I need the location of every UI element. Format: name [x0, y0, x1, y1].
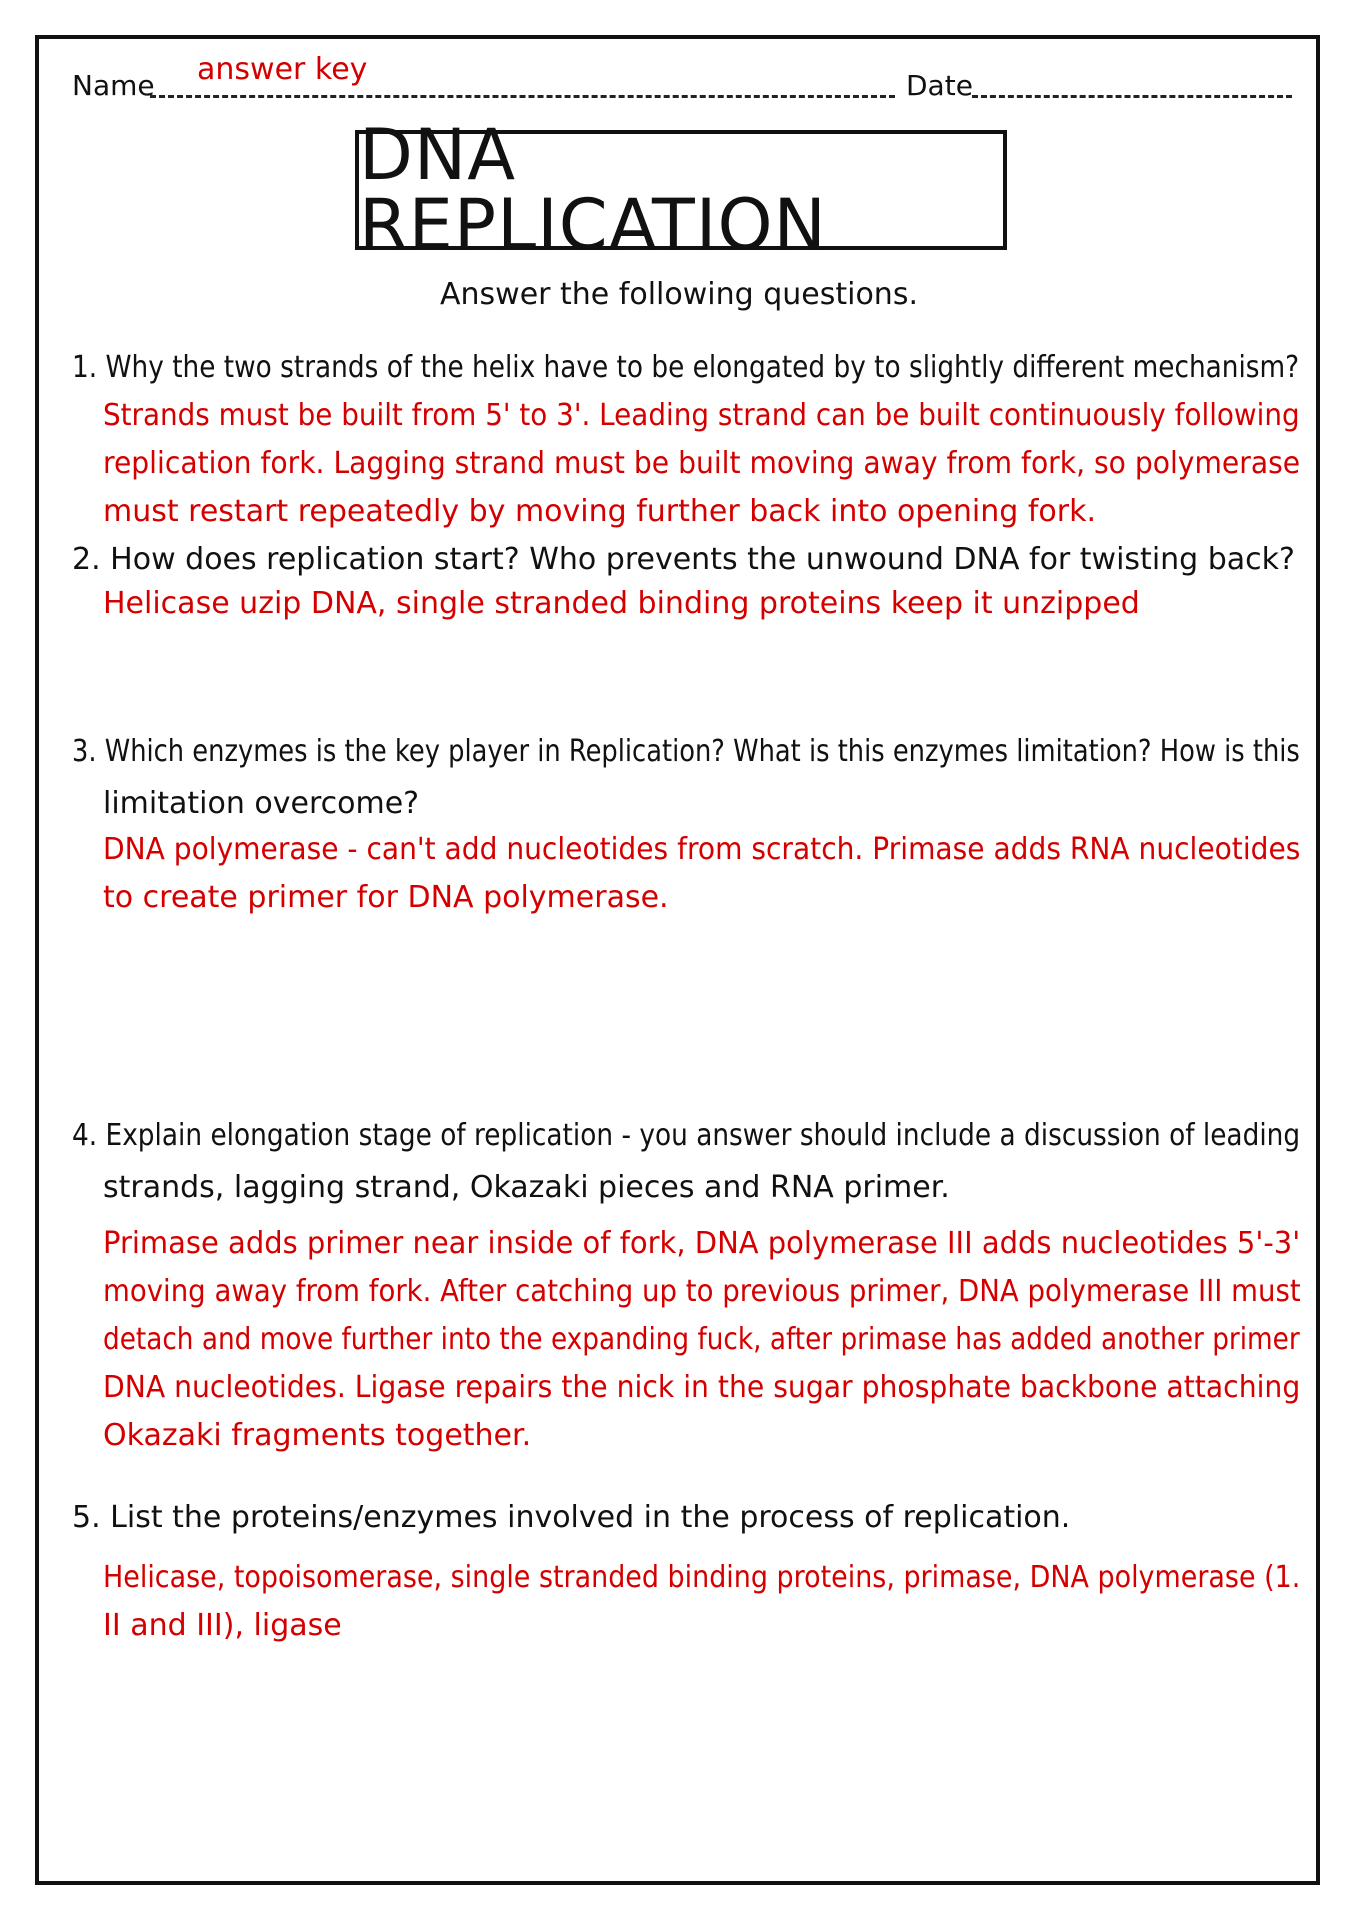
answer-1-line-1: Strands must be built from 5' to 3'. Leading strand can be built continuously following: [103, 398, 1300, 433]
question-4-line-2: strands, lagging strand, Okazaki pieces and RNA primer.: [103, 1170, 950, 1205]
answer-2-line-1: Helicase uzip DNA, single stranded binding proteins keep it unzipped: [103, 586, 1140, 621]
answer-4-line-5: Okazaki fragments together.: [103, 1418, 532, 1453]
instructions: Answer the following questions.: [440, 277, 918, 312]
name-label: Name: [72, 69, 155, 102]
date-label: Date: [906, 69, 973, 102]
answer-3-line-2: to create primer for DNA polymerase.: [103, 880, 669, 915]
answer-4-line-3: detach and move further into the expanding fuck, after primase has added another primer: [103, 1322, 1300, 1357]
question-1: 1. Why the two strands of the helix have to be elongated by to slightly different mechanism?: [72, 350, 1300, 385]
question-2: 2. How does replication start? Who prevents the unwound DNA for twisting back?: [72, 542, 1295, 577]
answer-1-line-3: must restart repeatedly by moving further back into opening fork.: [103, 494, 1097, 529]
question-3-line-1: 3. Which enzymes is the key player in Replication? What is this enzymes limitation? How is this: [72, 734, 1300, 769]
question-5: 5. List the proteins/enzymes involved in the process of replication.: [72, 1500, 1071, 1535]
name-value: answer key: [197, 52, 368, 87]
answer-4-line-2: moving away from fork. After catching up to previous primer, DNA polymerase III must: [103, 1274, 1301, 1309]
answer-5-line-2: II and III), ligase: [103, 1608, 342, 1643]
answer-4-line-4: DNA nucleotides. Ligase repairs the nick in the sugar phosphate backbone attaching: [103, 1370, 1301, 1405]
page-title: DNA REPLICATION: [359, 114, 827, 266]
date-blank-line: [972, 95, 1292, 98]
name-blank-line: [150, 95, 895, 98]
question-3-line-2: limitation overcome?: [103, 786, 420, 821]
answer-4-line-1: Primase adds primer near inside of fork, DNA polymerase III adds nucleotides 5'-3': [103, 1226, 1301, 1261]
answer-3-line-1: DNA polymerase - can't add nucleotides from scratch. Primase adds RNA nucleotides: [103, 832, 1301, 867]
question-4-line-1: 4. Explain elongation stage of replication - you answer should include a discussion of leading: [72, 1118, 1301, 1153]
answer-1-line-2: replication fork. Lagging strand must be built moving away from fork, so polymerase: [103, 446, 1301, 481]
answer-5-line-1: Helicase, topoisomerase, single stranded binding proteins, primase, DNA polymerase (1.: [103, 1560, 1301, 1595]
title-box: [355, 114, 1007, 266]
